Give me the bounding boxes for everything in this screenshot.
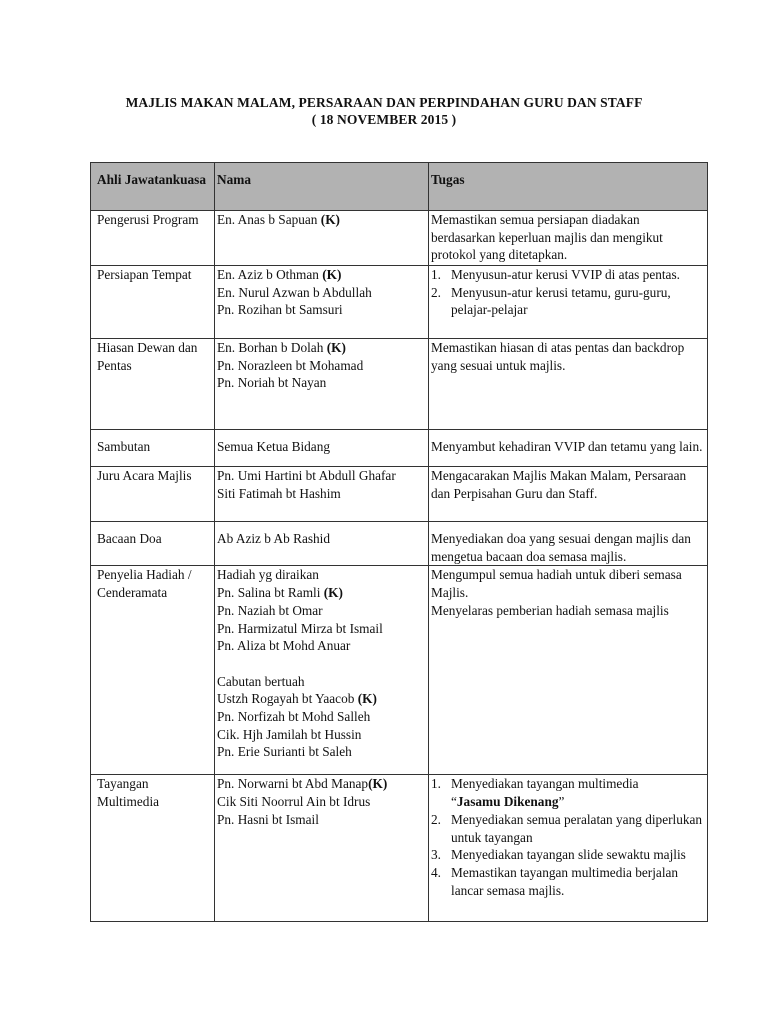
member-name: En. Nurul Azwan b Abdullah xyxy=(217,284,372,300)
task-item: 1. Menyusun-atur kerusi VVIP di atas pentas. xyxy=(431,267,680,282)
row-role: Penyelia Hadiah / Cenderamata xyxy=(91,566,215,775)
spacer xyxy=(217,655,426,673)
row-task: Memastikan hiasan di atas pentas dan backdrop yang sesuai untuk majlis. xyxy=(429,339,708,430)
table-row xyxy=(91,522,708,566)
row-names xyxy=(215,775,429,922)
row-names xyxy=(215,211,429,266)
member-name: Pn. Aliza bt Mohd Anuar xyxy=(217,638,351,654)
committee-table xyxy=(90,162,708,922)
leader-mark: (K) xyxy=(368,776,388,792)
row-names xyxy=(215,467,429,522)
row-names xyxy=(215,522,429,566)
task-list xyxy=(431,775,705,899)
row-role: Juru Acara Majlis xyxy=(91,467,215,522)
row-names xyxy=(215,430,429,467)
row-task: Mengacarakan Majlis Makan Malam, Persaraan dan Perpisahan Guru dan Staff. xyxy=(429,467,708,522)
table-row xyxy=(91,467,708,522)
program-title: Jasamu Dikenang xyxy=(456,794,559,810)
table-row xyxy=(91,211,708,266)
row-role: Tayangan Multimedia xyxy=(91,775,215,922)
member-name: Siti Fatimah bt Hashim xyxy=(217,485,341,501)
member-name: En. Anas b Sapuan (K) xyxy=(217,212,340,227)
table-header-row xyxy=(91,163,708,211)
member-name: Cik Siti Noorrul Ain bt Idrus xyxy=(217,794,371,810)
member-name: Pn. Norwarni bt Abd Manap(K) xyxy=(217,776,388,792)
row-names xyxy=(215,339,429,430)
leader-mark: (K) xyxy=(357,691,377,707)
member-name: En. Borhan b Dolah (K) xyxy=(217,340,346,355)
member-name: Pn. Salina bt Ramli (K) xyxy=(217,585,343,601)
leader-mark: (K) xyxy=(322,267,342,282)
row-role: Sambutan xyxy=(91,430,215,467)
member-name: Pn. Norfizah bt Mohd Salleh xyxy=(217,709,371,725)
leader-mark: (K) xyxy=(323,585,343,601)
document-date: ( 18 NOVEMBER 2015 ) xyxy=(311,112,457,127)
header-committee: Ahli Jawatankuasa xyxy=(91,163,215,211)
row-names xyxy=(215,566,429,775)
row-role: Pengerusi Program xyxy=(91,211,215,266)
row-role: Persiapan Tempat xyxy=(91,266,215,339)
group-label: Cabutan bertuah xyxy=(217,673,305,689)
header-task: Tugas xyxy=(429,163,708,211)
member-name: En. Aziz b Othman (K) xyxy=(217,267,342,282)
member-name: Pn. Harmizatul Mirza bt Ismail xyxy=(217,620,383,636)
member-name: Pn. Norazleen bt Mohamad xyxy=(217,357,364,373)
row-task: Menyambut kehadiran VVIP dan tetamu yang lain. xyxy=(429,430,708,467)
task-item: 2. Menyusun-atur kerusi tetamu, guru-guru, pelajar-pelajar xyxy=(431,284,671,318)
member-name: Pn. Noriah bt Nayan xyxy=(217,375,327,391)
member-name: Pn. Erie Surianti bt Saleh xyxy=(217,744,352,760)
task-item: 1. Menyediakan tayangan multimedia “Jasamu Dikenang” xyxy=(431,776,639,810)
document-title: MAJLIS MAKAN MALAM, PERSARAAN DAN PERPINDAHAN GURU DAN STAFF xyxy=(125,95,643,110)
member-name: Pn. Naziah bt Omar xyxy=(217,602,323,618)
task-item: 2. Menyediakan semua peralatan yang diperlukan untuk tayangan xyxy=(431,811,703,845)
member-name: Pn. Rozihan bt Samsuri xyxy=(217,302,343,318)
row-task xyxy=(429,266,708,339)
member-name: Cik. Hjh Jamilah bt Hussin xyxy=(217,726,362,742)
row-task: Memastikan semua persiapan diadakan berdasarkan keperluan majlis dan mengikut protokol yang ditetapkan. xyxy=(429,211,708,266)
row-role: Hiasan Dewan dan Pentas xyxy=(91,339,215,430)
row-task xyxy=(429,775,708,922)
member-name: Ab Aziz b Ab Rashid xyxy=(217,531,331,546)
header-name: Nama xyxy=(215,163,429,211)
member-name: Semua Ketua Bidang xyxy=(217,439,330,454)
task-item: 4. Memastikan tayangan multimedia berjalan lancar semasa majlis. xyxy=(431,864,679,898)
group-label: Hadiah yg diraikan xyxy=(217,567,319,583)
member-name: Ustzh Rogayah bt Yaacob (K) xyxy=(217,691,377,707)
leader-mark: (K) xyxy=(326,340,346,355)
row-task: Menyediakan doa yang sesuai dengan majlis dan mengetua bacaan doa semasa majlis. xyxy=(429,522,708,566)
table-row xyxy=(91,775,708,922)
member-name: Pn. Hasni bt Ismail xyxy=(217,811,319,827)
task-list xyxy=(431,266,705,319)
task-line: Mengumpul semua hadiah untuk diberi semasa Majlis. xyxy=(431,567,682,601)
table-row xyxy=(91,566,708,775)
task-item: 3. Menyediakan tayangan slide sewaktu majlis xyxy=(431,847,686,863)
row-role: Bacaan Doa xyxy=(91,522,215,566)
row-names xyxy=(215,266,429,339)
member-name: Pn. Umi Hartini bt Abdull Ghafar xyxy=(217,468,396,483)
table-row xyxy=(91,430,708,467)
table-row xyxy=(91,266,708,339)
task-line: Menyelaras pemberian hadiah semasa majlis xyxy=(431,602,669,618)
leader-mark: (K) xyxy=(320,212,340,227)
table-row xyxy=(91,339,708,430)
row-task xyxy=(429,566,708,775)
